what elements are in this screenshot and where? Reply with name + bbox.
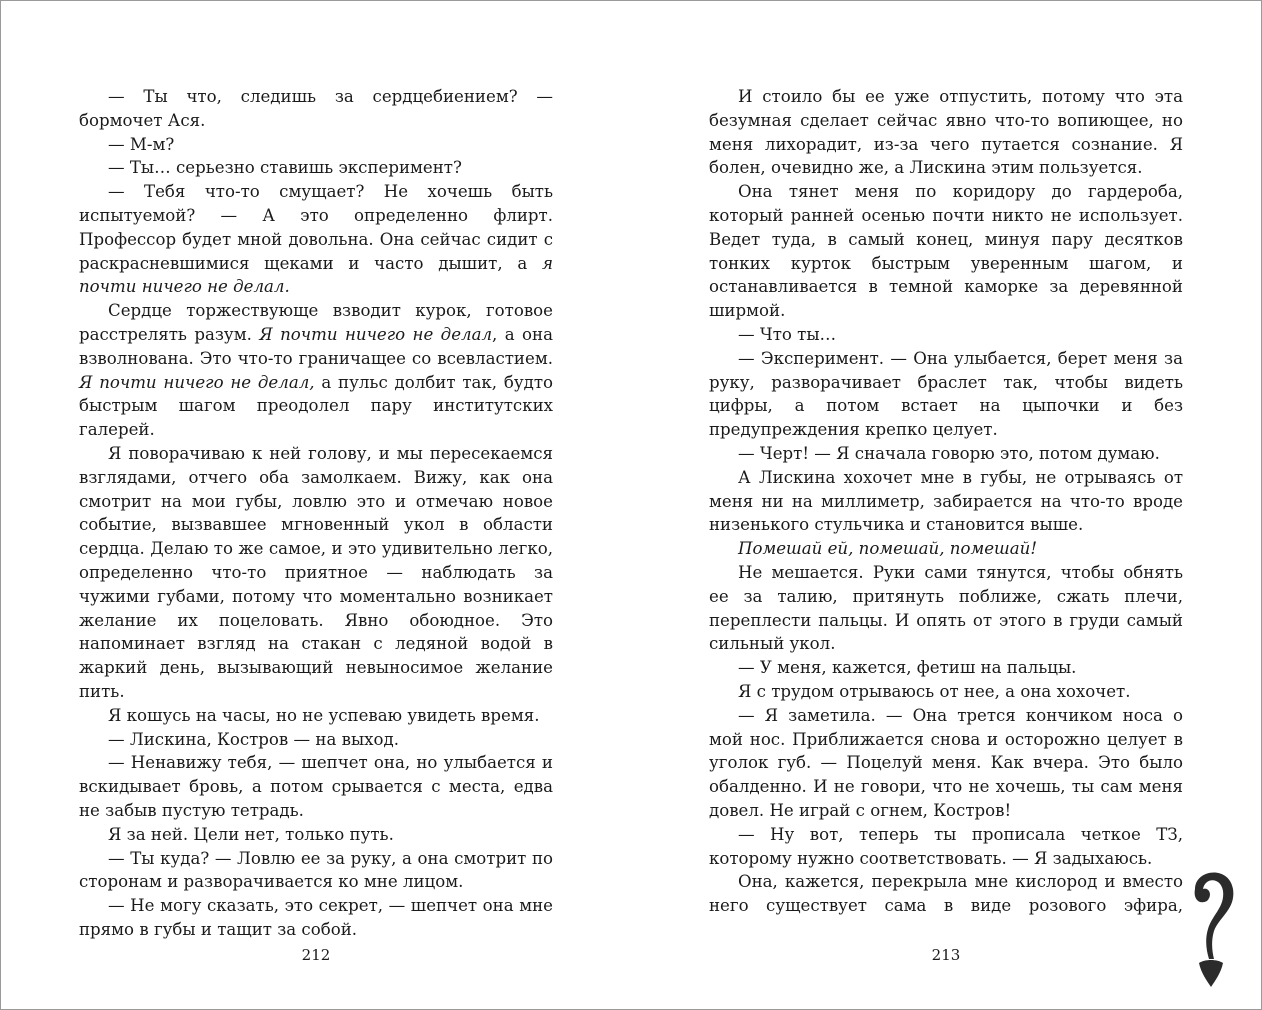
question-mark-ornament-icon [1181,859,1241,989]
italic-text: Помешай ей, помешай, помешай! [738,539,1037,559]
paragraph: Она, кажется, перекрыла мне кислород и вместо него существует сама в виде розового эфира, [709,872,1183,916]
paragraph: Я за ней. Цели нет, только путь. [108,824,394,844]
text-run: , а она взволнована. Это что-то граничащее со всевластием. [79,324,553,368]
paragraph: — Черт! — Я сначала говорю это, потом думаю. [738,443,1160,463]
paragraph: — Ну вот, теперь ты прописала четкое ТЗ, которому нужно соответствовать. — Я задыхаюсь. [709,824,1183,868]
left-page-text [79,85,553,942]
page-number-right: 213 [931,946,961,964]
text-run: — Тебя что-то смущает? Не хочешь быть испытуемой? — А это определенно флирт. Профессор будет мной довольна. Она сейчас сидит с раскрасневшимися щеками и часто дышит, а [79,182,553,273]
paragraph: Я поворачиваю к ней голову, и мы пересекаемся взглядами, отчего оба замолкаем. Вижу, как она смотрит на мои губы, ловлю это и отмечаю новое событие, вызвавшее мгновенный укол в области сердца. Делаю то же самое, и это удивительно легко, определенно что-то приятное — наблюдать за чужими губами, потому что моментально возникает желание их поцеловать. Явно обоюдное. Это напоминает взгляд на стакан с ледяной водой в жаркий день, вызывающий невыносимое желание пить. [79,443,553,701]
paragraph: — Ненавижу тебя, — шепчет она, но улыбается и вскидывает бровь, а потом срывается с места, едва не забыв пустую тетрадь. [79,753,553,820]
paragraph: — Я заметила. — Она трется кончиком носа о мой нос. Приближается снова и осторожно целует в уголок губ. — Поцелуй меня. Как вчера. Это было обалденно. И не говори, что не хочешь, ты сам меня довел. Не играй с огнем, Костров! [709,705,1183,820]
paragraph: — Что ты… [738,324,837,344]
paragraph: — Ты… серьезно ставишь эксперимент? [108,158,462,178]
paragraph: — Ты куда? — Ловлю ее за руку, а она смотрит по сторонам и разворачивается ко мне лицом. [79,848,553,892]
page-number-left: 212 [301,946,331,964]
italic-text: я почти ничего не делал. [79,253,553,297]
paragraph [709,537,1183,561]
paragraph: — Эксперимент. — Она улыбается, берет меня за руку, разворачивает браслет так, чтобы видеть цифры, а потом встает на цыпочки и без предупреждения крепко целует. [709,348,1183,440]
italic-text: Я почти ничего не делал, [79,372,315,392]
text-run: а пульс долбит так, будто быстрым шагом преодолел пару институтских галерей. [79,372,553,440]
text-run: Сердце торжествующе взводит курок, готовое расстрелять разум. [79,301,553,344]
paragraph: — М-м? [108,134,175,154]
paragraph: Не мешается. Руки сами тянутся, чтобы обнять ее за талию, притянуть поближе, сжать плечи, переплести пальцы. И опять от этого в груди самый сильный укол. [709,562,1183,654]
paragraph: — У меня, кажется, фетиш на пальцы. [738,658,1077,678]
right-page-text [709,85,1183,918]
italic-text: Я почти ничего не делал [259,324,493,344]
paragraph: — Не могу сказать, это секрет, — шепчет она мне прямо в губы и тащит за собой. [79,896,553,939]
paragraph: Она тянет меня по коридору до гардероба, который ранней осенью почти никто не использует. Ведет туда, в самый конец, минуя пару десятков тонких курток быстрым уверенным шагом, и останавливается в темной каморке за деревянной ширмой. [709,182,1183,321]
paragraph [79,299,553,442]
paragraph: Я кошусь на часы, но не успеваю увидеть время. [108,705,540,725]
paragraph: — Лискина, Костров — на выход. [108,729,400,749]
paragraph: — Ты что, следишь за сердцебиением? — бормочет Ася. [79,87,553,130]
paragraph: Я с трудом отрываюсь от нее, а она хохочет. [738,681,1131,701]
paragraph: А Лискина хохочет мне в губы, не отрываясь от меня ни на миллиметр, забирается на что-то вроде низенького стульчика и становится выше. [709,467,1183,535]
paragraph [79,180,553,299]
paragraph: И стоило бы ее уже отпустить, потому что эта безумная сделает сейчас явно что-то вопиющее, но меня лихорадит, из-за чего путается сознание. Я болен, очевидно же, а Лискина этим пользуется. [709,87,1183,178]
